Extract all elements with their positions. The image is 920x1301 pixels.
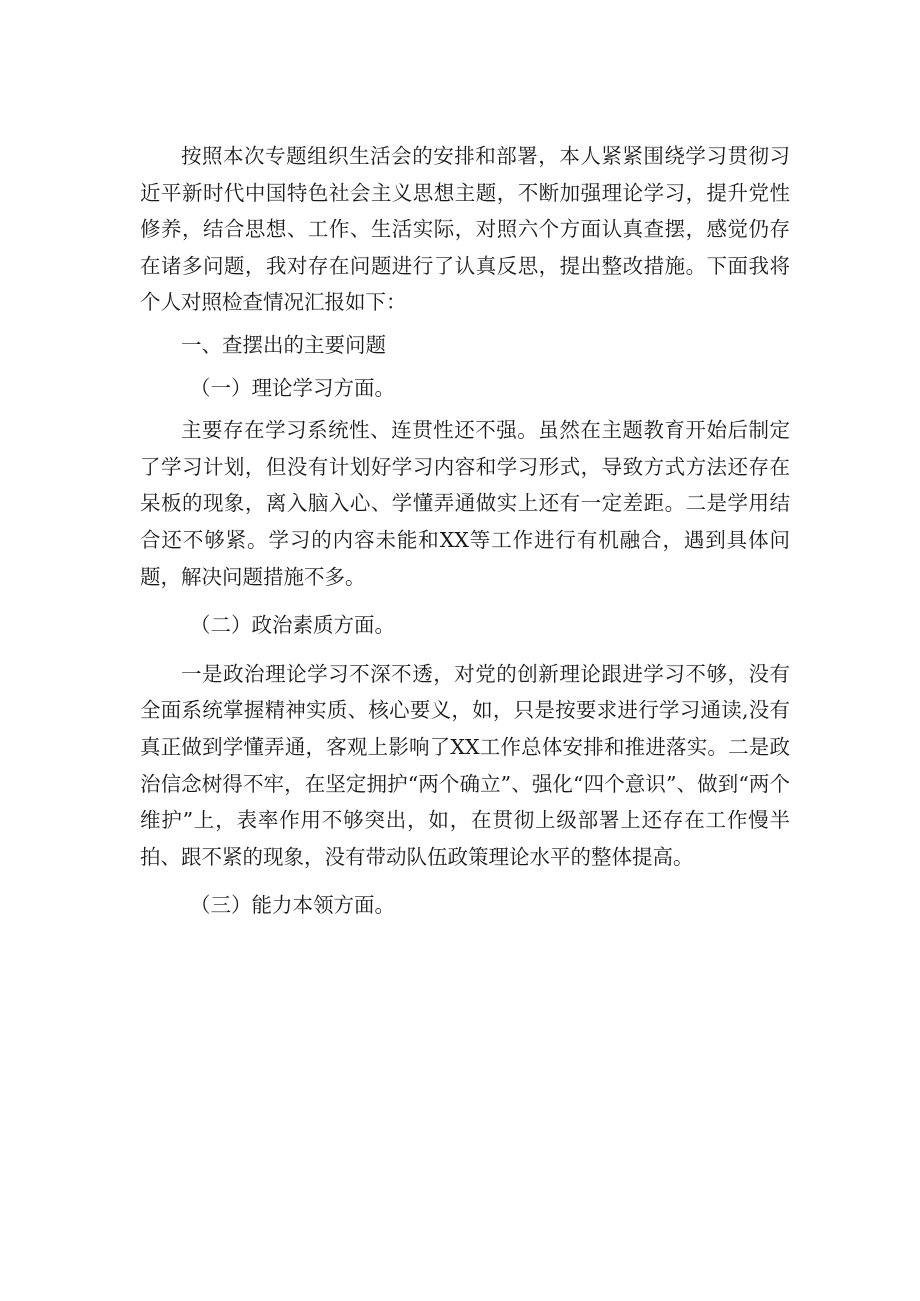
subsection-heading-2: （二）政治素质方面。 <box>190 613 395 638</box>
subsection-body-1: 主要存在学习系统性、连贯性还不强。虽然在主题教育开始后制定了学习计划，但没有计划好学习内容和学习形式，导致方式方法还存在呆板的现象，离入脑入心、学懂弄通做实上还有一定差距。二是学用结合还不够紧。学习的内容未能和XX等工作进行有机融合，遇到具体问题，解决问题措施不多。 <box>140 418 790 589</box>
document-body <box>140 138 790 924</box>
spacer <box>140 875 790 887</box>
subsection-heading-3: （三）能力本领方面。 <box>190 893 395 918</box>
subsection-body-2: 一是政治理论学习不深不透，对党的创新理论跟进学习不够，没有全面系统掌握精神实质、核心要义，如，只是按要求进行学习通读,没有真正做到学懂弄通，客观上影响了XX工作总体安排和推进落实。二是政治信念树得不牢，在坚定拥护“两个确立”、强化“四个意识”、做到“两个维护”上，表率作用不够突出，如，在贯彻上级部署上还存在工作慢半拍、跟不紧的现象，没有带动队伍政策理论水平的整体提高。 <box>140 661 790 869</box>
intro-paragraph: 按照本次专题组织生活会的安排和部署，本人紧紧围绕学习贯彻习近平新时代中国特色社会主义思想主题，不断加强理论学习，提升党性修养，结合思想、工作、生活实际，对照六个方面认真查摆，感觉仍存在诸多问题，我对存在问题进行了认真反思，提出整改措施。下面我将个人对照检查情况汇报如下： <box>140 144 790 315</box>
subsection-heading-1: （一）理论学习方面。 <box>190 375 395 400</box>
section-heading: 一、查摆出的主要问题 <box>181 332 386 357</box>
spacer <box>140 595 790 607</box>
spacer <box>140 644 790 656</box>
